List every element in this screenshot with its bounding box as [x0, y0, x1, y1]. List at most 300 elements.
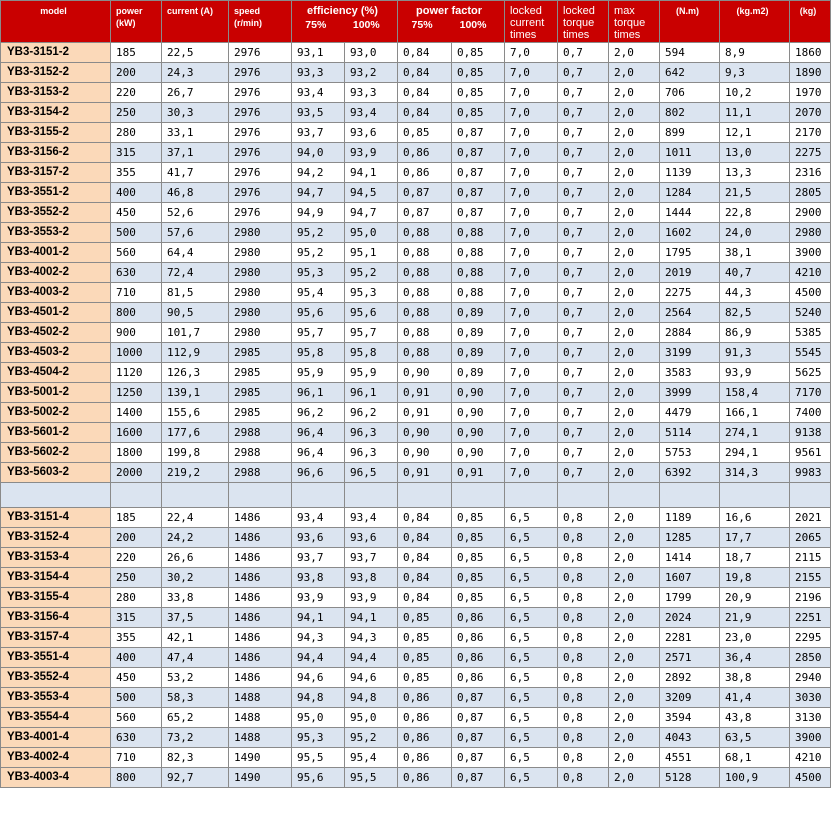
table-row — [1, 183, 831, 203]
value-cell: 44,3 — [720, 283, 790, 303]
value-cell: 7,0 — [505, 263, 558, 283]
value-cell: 7,0 — [505, 163, 558, 183]
table-row — [1, 688, 831, 708]
value-cell: 0,85 — [452, 568, 505, 588]
header-row — [1, 1, 831, 43]
table-row — [1, 303, 831, 323]
value-cell: 24,3 — [162, 63, 229, 83]
value-cell: 94,3 — [345, 628, 398, 648]
value-cell: 95,5 — [292, 748, 345, 768]
value-cell: 0,8 — [558, 648, 609, 668]
value-cell: 450 — [111, 668, 162, 688]
value-cell: 101,7 — [162, 323, 229, 343]
value-cell: 0,7 — [558, 43, 609, 63]
value-cell: 6,5 — [505, 768, 558, 788]
value-cell: 4479 — [660, 403, 720, 423]
value-cell: 0,85 — [398, 628, 452, 648]
model-cell: YB3-3151-4 — [1, 508, 111, 528]
value-cell: 4210 — [790, 748, 831, 768]
table-row — [1, 143, 831, 163]
table-row — [1, 363, 831, 383]
value-cell: 2985 — [229, 363, 292, 383]
value-cell: 33,8 — [162, 588, 229, 608]
value-cell: 2,0 — [609, 423, 660, 443]
model-cell: YB3-4002-4 — [1, 748, 111, 768]
model-cell: YB3-4003-4 — [1, 768, 111, 788]
value-cell: 7,0 — [505, 183, 558, 203]
value-cell: 95,9 — [292, 363, 345, 383]
value-cell: 0,88 — [398, 343, 452, 363]
model-cell: YB3-3156-2 — [1, 143, 111, 163]
header-locked-current: locked current times — [505, 1, 558, 43]
table-row — [1, 283, 831, 303]
value-cell: 710 — [111, 283, 162, 303]
value-cell: 1488 — [229, 708, 292, 728]
header-efficiency-label: efficiency (%) — [307, 5, 378, 17]
table-row — [1, 43, 831, 63]
value-cell: 3199 — [660, 343, 720, 363]
value-cell: 0,88 — [452, 263, 505, 283]
value-cell: 2155 — [790, 568, 831, 588]
value-cell: 2,0 — [609, 463, 660, 483]
table-row — [1, 648, 831, 668]
value-cell: 93,7 — [292, 123, 345, 143]
value-cell: 500 — [111, 688, 162, 708]
table-row — [1, 63, 831, 83]
value-cell: 0,7 — [558, 303, 609, 323]
value-cell: 0,7 — [558, 263, 609, 283]
value-cell: 200 — [111, 528, 162, 548]
value-cell: 93,2 — [345, 63, 398, 83]
value-cell: 0,7 — [558, 163, 609, 183]
value-cell: 2,0 — [609, 508, 660, 528]
value-cell: 0,87 — [452, 183, 505, 203]
value-cell: 93,7 — [345, 548, 398, 568]
empty-cell — [720, 483, 790, 508]
value-cell: 2850 — [790, 648, 831, 668]
value-cell: 41,7 — [162, 163, 229, 183]
model-cell: YB3-3551-2 — [1, 183, 111, 203]
value-cell: 2988 — [229, 443, 292, 463]
table-row — [1, 728, 831, 748]
table-row — [1, 423, 831, 443]
value-cell: 0,91 — [398, 383, 452, 403]
value-cell: 126,3 — [162, 363, 229, 383]
header-eff-100: 100% — [352, 19, 380, 31]
value-cell: 8,9 — [720, 43, 790, 63]
value-cell: 2070 — [790, 103, 831, 123]
value-cell: 0,8 — [558, 528, 609, 548]
value-cell: 2,0 — [609, 548, 660, 568]
header-max-torque: max torque times — [609, 1, 660, 43]
value-cell: 250 — [111, 103, 162, 123]
value-cell: 0,85 — [452, 548, 505, 568]
header-pf-label: power factor — [416, 5, 483, 17]
value-cell: 93,6 — [345, 123, 398, 143]
model-cell: YB3-3554-4 — [1, 708, 111, 728]
value-cell: 7400 — [790, 403, 831, 423]
value-cell: 0,85 — [452, 103, 505, 123]
model-cell: YB3-3152-4 — [1, 528, 111, 548]
model-cell: YB3-3151-2 — [1, 43, 111, 63]
header-power: power (kW) — [111, 1, 162, 43]
value-cell: 6,5 — [505, 608, 558, 628]
value-cell: 33,1 — [162, 123, 229, 143]
value-cell: 13,0 — [720, 143, 790, 163]
model-cell: YB3-4002-2 — [1, 263, 111, 283]
value-cell: 6392 — [660, 463, 720, 483]
header-current: current (A) — [162, 1, 229, 43]
value-cell: 5753 — [660, 443, 720, 463]
value-cell: 2976 — [229, 183, 292, 203]
value-cell: 1490 — [229, 748, 292, 768]
value-cell: 26,6 — [162, 548, 229, 568]
value-cell: 4210 — [790, 263, 831, 283]
value-cell: 95,6 — [345, 303, 398, 323]
value-cell: 0,7 — [558, 363, 609, 383]
model-cell: YB3-5002-2 — [1, 403, 111, 423]
value-cell: 94,3 — [292, 628, 345, 648]
value-cell: 0,86 — [398, 748, 452, 768]
table-row — [1, 508, 831, 528]
empty-cell — [609, 483, 660, 508]
value-cell: 560 — [111, 708, 162, 728]
value-cell: 82,5 — [720, 303, 790, 323]
value-cell: 2900 — [790, 203, 831, 223]
value-cell: 2170 — [790, 123, 831, 143]
model-cell: YB3-3154-2 — [1, 103, 111, 123]
value-cell: 0,7 — [558, 63, 609, 83]
table-row — [1, 608, 831, 628]
value-cell: 95,5 — [345, 768, 398, 788]
value-cell: 155,6 — [162, 403, 229, 423]
empty-cell — [345, 483, 398, 508]
value-cell: 0,7 — [558, 243, 609, 263]
value-cell: 95,2 — [345, 728, 398, 748]
value-cell: 2988 — [229, 423, 292, 443]
value-cell: 2884 — [660, 323, 720, 343]
value-cell: 6,5 — [505, 508, 558, 528]
value-cell: 2,0 — [609, 323, 660, 343]
value-cell: 560 — [111, 243, 162, 263]
value-cell: 0,91 — [398, 403, 452, 423]
model-cell: YB3-3157-2 — [1, 163, 111, 183]
empty-cell — [398, 483, 452, 508]
value-cell: 94,0 — [292, 143, 345, 163]
value-cell: 21,9 — [720, 608, 790, 628]
value-cell: 0,90 — [398, 363, 452, 383]
header-pf-75: 75% — [411, 19, 433, 31]
value-cell: 95,3 — [292, 263, 345, 283]
value-cell: 1602 — [660, 223, 720, 243]
value-cell: 22,8 — [720, 203, 790, 223]
value-cell: 94,1 — [292, 608, 345, 628]
value-cell: 0,85 — [452, 43, 505, 63]
value-cell: 3900 — [790, 243, 831, 263]
value-cell: 0,85 — [452, 528, 505, 548]
value-cell: 500 — [111, 223, 162, 243]
value-cell: 2019 — [660, 263, 720, 283]
value-cell: 38,8 — [720, 668, 790, 688]
value-cell: 2,0 — [609, 443, 660, 463]
value-cell: 166,1 — [720, 403, 790, 423]
value-cell: 72,4 — [162, 263, 229, 283]
value-cell: 95,0 — [345, 223, 398, 243]
value-cell: 1486 — [229, 648, 292, 668]
value-cell: 2,0 — [609, 343, 660, 363]
value-cell: 294,1 — [720, 443, 790, 463]
model-cell: YB3-4502-2 — [1, 323, 111, 343]
value-cell: 280 — [111, 123, 162, 143]
value-cell: 0,90 — [398, 443, 452, 463]
value-cell: 96,3 — [345, 443, 398, 463]
value-cell: 630 — [111, 728, 162, 748]
value-cell: 2985 — [229, 403, 292, 423]
value-cell: 2,0 — [609, 303, 660, 323]
value-cell: 2980 — [229, 223, 292, 243]
model-cell: YB3-3552-4 — [1, 668, 111, 688]
value-cell: 1400 — [111, 403, 162, 423]
value-cell: 93,4 — [292, 83, 345, 103]
value-cell: 0,7 — [558, 203, 609, 223]
value-cell: 1486 — [229, 528, 292, 548]
value-cell: 1486 — [229, 668, 292, 688]
value-cell: 314,3 — [720, 463, 790, 483]
empty-cell — [452, 483, 505, 508]
value-cell: 5385 — [790, 323, 831, 343]
model-cell: YB3-5001-2 — [1, 383, 111, 403]
table-row — [1, 103, 831, 123]
value-cell: 630 — [111, 263, 162, 283]
value-cell: 0,7 — [558, 383, 609, 403]
empty-cell — [111, 483, 162, 508]
value-cell: 1285 — [660, 528, 720, 548]
value-cell: 7,0 — [505, 43, 558, 63]
value-cell: 4551 — [660, 748, 720, 768]
value-cell: 0,85 — [398, 123, 452, 143]
value-cell: 93,3 — [345, 83, 398, 103]
value-cell: 94,9 — [292, 203, 345, 223]
value-cell: 400 — [111, 648, 162, 668]
model-cell: YB3-3155-2 — [1, 123, 111, 143]
value-cell: 0,7 — [558, 463, 609, 483]
value-cell: 23,0 — [720, 628, 790, 648]
empty-cell — [292, 483, 345, 508]
value-cell: 2805 — [790, 183, 831, 203]
value-cell: 2980 — [229, 303, 292, 323]
table-row — [1, 163, 831, 183]
table-row — [1, 123, 831, 143]
value-cell: 0,89 — [452, 323, 505, 343]
value-cell: 0,86 — [452, 628, 505, 648]
value-cell: 4043 — [660, 728, 720, 748]
value-cell: 6,5 — [505, 548, 558, 568]
value-cell: 0,89 — [452, 343, 505, 363]
value-cell: 7,0 — [505, 243, 558, 263]
value-cell: 94,8 — [292, 688, 345, 708]
value-cell: 96,3 — [345, 423, 398, 443]
value-cell: 1800 — [111, 443, 162, 463]
value-cell: 63,5 — [720, 728, 790, 748]
value-cell: 2892 — [660, 668, 720, 688]
value-cell: 93,6 — [345, 528, 398, 548]
value-cell: 6,5 — [505, 628, 558, 648]
table-row — [1, 588, 831, 608]
value-cell: 112,9 — [162, 343, 229, 363]
value-cell: 2976 — [229, 143, 292, 163]
value-cell: 0,86 — [398, 728, 452, 748]
value-cell: 0,90 — [452, 443, 505, 463]
table-row — [1, 548, 831, 568]
value-cell: 19,8 — [720, 568, 790, 588]
table-row — [1, 383, 831, 403]
value-cell: 0,8 — [558, 568, 609, 588]
value-cell: 22,5 — [162, 43, 229, 63]
value-cell: 7,0 — [505, 83, 558, 103]
value-cell: 7,0 — [505, 323, 558, 343]
value-cell: 0,7 — [558, 83, 609, 103]
value-cell: 2,0 — [609, 768, 660, 788]
value-cell: 94,4 — [292, 648, 345, 668]
value-cell: 0,88 — [452, 223, 505, 243]
value-cell: 0,85 — [398, 648, 452, 668]
value-cell: 0,86 — [398, 163, 452, 183]
value-cell: 93,4 — [292, 508, 345, 528]
value-cell: 0,87 — [452, 203, 505, 223]
value-cell: 57,6 — [162, 223, 229, 243]
value-cell: 5240 — [790, 303, 831, 323]
model-cell: YB3-4504-2 — [1, 363, 111, 383]
value-cell: 0,84 — [398, 508, 452, 528]
value-cell: 0,84 — [398, 63, 452, 83]
value-cell: 1860 — [790, 43, 831, 63]
value-cell: 0,89 — [452, 363, 505, 383]
value-cell: 95,3 — [345, 283, 398, 303]
value-cell: 2,0 — [609, 143, 660, 163]
model-cell: YB3-5601-2 — [1, 423, 111, 443]
value-cell: 2295 — [790, 628, 831, 648]
value-cell: 0,85 — [452, 63, 505, 83]
value-cell: 0,87 — [398, 183, 452, 203]
value-cell: 6,5 — [505, 688, 558, 708]
value-cell: 7,0 — [505, 383, 558, 403]
value-cell: 96,4 — [292, 423, 345, 443]
value-cell: 2940 — [790, 668, 831, 688]
value-cell: 2281 — [660, 628, 720, 648]
value-cell: 18,7 — [720, 548, 790, 568]
value-cell: 2976 — [229, 163, 292, 183]
value-cell: 94,6 — [292, 668, 345, 688]
value-cell: 42,1 — [162, 628, 229, 648]
value-cell: 2,0 — [609, 608, 660, 628]
value-cell: 2,0 — [609, 568, 660, 588]
value-cell: 2275 — [790, 143, 831, 163]
value-cell: 12,1 — [720, 123, 790, 143]
value-cell: 94,1 — [345, 608, 398, 628]
value-cell: 95,7 — [292, 323, 345, 343]
value-cell: 6,5 — [505, 648, 558, 668]
value-cell: 21,5 — [720, 183, 790, 203]
empty-cell — [1, 483, 111, 508]
value-cell: 3130 — [790, 708, 831, 728]
model-cell: YB3-4003-2 — [1, 283, 111, 303]
value-cell: 2,0 — [609, 363, 660, 383]
model-cell: YB3-3152-2 — [1, 63, 111, 83]
value-cell: 95,0 — [345, 708, 398, 728]
value-cell: 2976 — [229, 103, 292, 123]
value-cell: 2196 — [790, 588, 831, 608]
value-cell: 2,0 — [609, 648, 660, 668]
value-cell: 37,5 — [162, 608, 229, 628]
value-cell: 5114 — [660, 423, 720, 443]
value-cell: 91,3 — [720, 343, 790, 363]
value-cell: 0,87 — [398, 203, 452, 223]
value-cell: 95,4 — [292, 283, 345, 303]
value-cell: 2985 — [229, 343, 292, 363]
value-cell: 2,0 — [609, 263, 660, 283]
value-cell: 30,3 — [162, 103, 229, 123]
value-cell: 6,5 — [505, 668, 558, 688]
value-cell: 94,7 — [292, 183, 345, 203]
value-cell: 219,2 — [162, 463, 229, 483]
value-cell: 0,88 — [398, 283, 452, 303]
value-cell: 0,87 — [452, 143, 505, 163]
value-cell: 93,4 — [345, 103, 398, 123]
value-cell: 0,84 — [398, 568, 452, 588]
header-locked-torque: locked torque times — [558, 1, 609, 43]
value-cell: 6,5 — [505, 708, 558, 728]
value-cell: 1486 — [229, 508, 292, 528]
value-cell: 200 — [111, 63, 162, 83]
model-cell: YB3-3153-4 — [1, 548, 111, 568]
value-cell: 1799 — [660, 588, 720, 608]
value-cell: 2,0 — [609, 708, 660, 728]
value-cell: 0,84 — [398, 43, 452, 63]
value-cell: 1000 — [111, 343, 162, 363]
value-cell: 0,87 — [452, 163, 505, 183]
value-cell: 96,1 — [345, 383, 398, 403]
value-cell: 6,5 — [505, 528, 558, 548]
value-cell: 2980 — [229, 323, 292, 343]
value-cell: 93,9 — [292, 588, 345, 608]
value-cell: 6,5 — [505, 748, 558, 768]
value-cell: 68,1 — [720, 748, 790, 768]
value-cell: 96,1 — [292, 383, 345, 403]
value-cell: 0,84 — [398, 588, 452, 608]
value-cell: 1284 — [660, 183, 720, 203]
value-cell: 0,88 — [452, 243, 505, 263]
value-cell: 94,6 — [345, 668, 398, 688]
value-cell: 2316 — [790, 163, 831, 183]
value-cell: 90,5 — [162, 303, 229, 323]
value-cell: 2,0 — [609, 103, 660, 123]
value-cell: 11,1 — [720, 103, 790, 123]
value-cell: 26,7 — [162, 83, 229, 103]
table-row — [1, 403, 831, 423]
model-cell: YB3-3553-4 — [1, 688, 111, 708]
value-cell: 0,85 — [452, 588, 505, 608]
value-cell: 3030 — [790, 688, 831, 708]
value-cell: 1444 — [660, 203, 720, 223]
value-cell: 2,0 — [609, 728, 660, 748]
value-cell: 37,1 — [162, 143, 229, 163]
value-cell: 96,5 — [345, 463, 398, 483]
value-cell: 7,0 — [505, 63, 558, 83]
value-cell: 2988 — [229, 463, 292, 483]
value-cell: 0,84 — [398, 83, 452, 103]
value-cell: 5545 — [790, 343, 831, 363]
value-cell: 0,8 — [558, 588, 609, 608]
